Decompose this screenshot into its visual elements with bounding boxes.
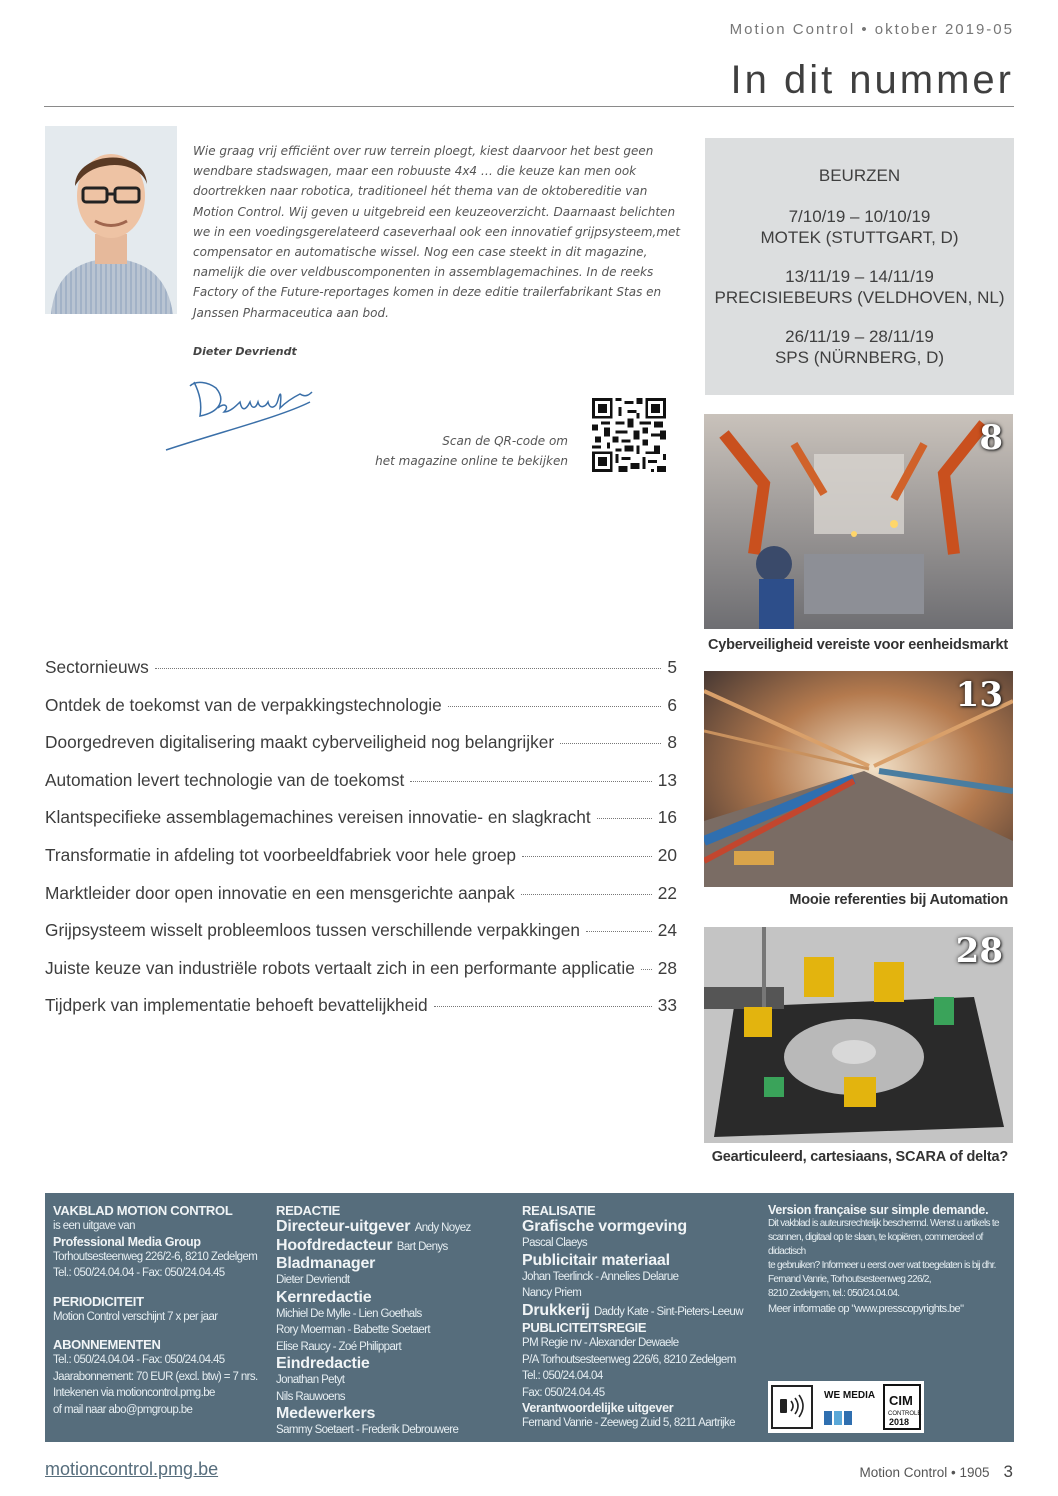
trade-fair-event — [705, 266, 1014, 308]
trade-fair-dates: 13/11/19 – 14/11/19 — [785, 267, 934, 286]
colophon-text: te gebruiken? Informeer u eerst over wat toegelaten is bij dhr. — [768, 1260, 996, 1271]
feature-caption: Gearticuleerd, cartesiaans, SCARA of delta? — [711, 1149, 1008, 1165]
colophon-publisher — [53, 1203, 268, 1418]
toc-entry[interactable] — [45, 695, 677, 733]
colophon-heading: REALISATIE — [522, 1203, 596, 1218]
colophon-text: Intekenen via motioncontrol.pmg.be — [53, 1387, 215, 1399]
colophon-role: Medewerkers — [276, 1405, 376, 1422]
colophon-text: Tel.: 050/24.04.04 — [522, 1370, 603, 1382]
colophon-text: Tel.: 050/24.04.04 - Fax: 050/24.04.45 — [53, 1267, 225, 1279]
toc-leader — [586, 931, 652, 932]
toc-entry[interactable] — [45, 883, 677, 921]
colophon-text: Tel.: 050/24.04.04 - Fax: 050/24.04.45 — [53, 1354, 225, 1366]
toc-title: Transformatie in afdeling tot voorbeeldfabriek voor hele groep — [45, 844, 517, 865]
colophon-person: Nils Rauwoens — [276, 1390, 345, 1403]
colophon-person: Dieter Devriendt — [276, 1274, 350, 1286]
toc-entry[interactable] — [45, 807, 677, 845]
toc-leader — [434, 1006, 652, 1007]
toc-page: 22 — [657, 882, 677, 903]
trade-fair-place: MOTEK (STUTTGART, D) — [760, 228, 959, 247]
colophon-role: Drukkerij — [522, 1301, 590, 1319]
toc-title: Grijpsysteem wisselt probleemloos tussen verschillende verpakkingen — [45, 920, 581, 941]
trade-fair-place: SPS (NÜRNBERG, D) — [774, 348, 945, 367]
toc-title: Juiste keuze van industriële robots vertaalt zich in een performante applicatie — [45, 957, 635, 978]
trade-fair-event — [705, 326, 1014, 368]
logo-cim: 2018 — [889, 1417, 910, 1427]
header-divider — [44, 106, 1014, 107]
website-link[interactable]: motioncontrol.pmg.be — [45, 1459, 219, 1479]
colophon-text: Professional Media Group — [53, 1234, 201, 1249]
qr-caption — [340, 431, 568, 471]
feature-page-number: 8 — [979, 418, 1003, 458]
colophon-text: PM Regie nv - Alexander Dewaele — [522, 1337, 679, 1349]
colophon-person: Johan Teerlinck - Annelies Delarue — [522, 1270, 679, 1283]
partner-logos — [768, 1381, 924, 1433]
trade-fairs-box — [705, 138, 1014, 395]
colophon-role: Kernredactie — [276, 1288, 372, 1306]
toc-title: Tijdperk van implementatie behoeft bevattelijkheid — [45, 995, 428, 1016]
colophon-role: Bladmanager — [276, 1255, 376, 1272]
toc-title: Ontdek de toekomst van de verpakkingstechnologie — [45, 694, 442, 715]
toc-page: 6 — [667, 694, 677, 715]
colophon-role: Grafische vormgeving — [522, 1218, 687, 1235]
colophon-person: Bart Denys — [396, 1240, 448, 1253]
colophon-person: Jonathan Petyt — [276, 1374, 345, 1386]
trade-fair-dates: 7/10/19 – 10/10/19 — [788, 207, 931, 226]
toc-leader — [521, 894, 652, 895]
toc-page: 33 — [657, 995, 677, 1016]
colophon-text: Fax: 050/24.04.45 — [522, 1386, 605, 1399]
colophon-role: Directeur-uitgever — [276, 1218, 411, 1235]
trade-fair-place: PRECISIEBEURS (VELDHOVEN, NL) — [714, 288, 1005, 307]
colophon-person: Pascal Claeys — [522, 1237, 588, 1249]
feature-caption: Mooie referenties bij Automation — [789, 892, 1008, 908]
toc-page: 20 — [657, 844, 677, 865]
colophon-production — [522, 1203, 757, 1432]
editorial-text: Wie graag vrij efficiënt over ruw terrein ploegt, kiest daarvoor het best geen wendbare stadswagen, maar een robuuste 4x4 … die keuze kan men ook doortrekken naar robotica, traditioneel hét thema van de oktobereditie van Motion Control. Wij geven u uitgebreid een keuzeoverzicht. Daarnaast belichten we in een voedingsgerelateerd caseverhaal ook een innovatief grijpsysteem,met compensator en automatische wissel. Nog een case steekt in dit magazine, namelijk die over veldbuscomponenten in assemblagemachines. In de reeks Factory of the Future-reportages komen in deze editie trailerfabrikant Stas en Janssen Pharmaceutica aan bod. — [193, 144, 681, 320]
colophon-person: Andy Noyez — [414, 1222, 471, 1234]
toc-page: 13 — [657, 769, 677, 790]
toc-leader — [410, 781, 651, 782]
footer-issue — [859, 1462, 1013, 1482]
table-of-contents — [45, 657, 677, 1033]
svg-text:CONTROLE: CONTROLE — [888, 1411, 922, 1417]
colophon-text: Motion Control verschijnt 7 x per jaar — [53, 1310, 218, 1323]
toc-title: Klantspecifieke assemblagemachines vereisen innovatie- en slagkracht — [45, 807, 591, 828]
colophon-text: of mail naar abo@pmgroup.be — [53, 1403, 193, 1416]
colophon-person: Rory Moerman - Babette Soetaert — [276, 1324, 430, 1336]
colophon-text: 8210 Zedelgem, tel.: 050/24.04.04. — [768, 1288, 900, 1299]
toc-entry[interactable] — [45, 657, 677, 695]
toc-leader — [448, 706, 662, 707]
colophon-text: is een uitgave van — [53, 1220, 135, 1232]
feature-caption: Cyberveiligheid vereiste voor eenheidsmarkt — [707, 637, 1008, 653]
toc-title: Automation levert technologie van de toekomst — [45, 769, 405, 790]
colophon-role: Eindredactie — [276, 1355, 370, 1372]
colophon-text: Dit vakblad is auteursrechtelijk beschermd. Wenst u artikels te — [768, 1218, 999, 1229]
colophon-text: Meer informatie op "www.presscopyrights.be" — [768, 1303, 964, 1315]
colophon-text: Torhoutsesteenweg 226/2-6, 8210 Zedelgem — [53, 1250, 258, 1263]
toc-page: 24 — [657, 920, 677, 941]
editorial-author: Dieter Devriendt — [193, 345, 297, 358]
editor-portrait — [45, 126, 177, 314]
toc-page: 28 — [657, 957, 677, 978]
feature-page-number: 28 — [955, 931, 1003, 971]
colophon-heading: PERIODICITEIT — [53, 1293, 144, 1309]
qr-code[interactable] — [592, 398, 666, 472]
colophon-text: Fernand Vanrie - Zeeweg Zuid 5, 8211 Aartrijke — [522, 1417, 735, 1429]
toc-page: 8 — [667, 732, 677, 753]
colophon-text: Fernand Vanrie, Torhoutsesteenweg 226/2, — [768, 1274, 931, 1285]
colophon-heading: Version française sur simple demande. — [768, 1203, 989, 1217]
feature-photo-tunnel[interactable] — [704, 671, 1013, 887]
colophon-text: Jaarabonnement: 70 EUR (excl. btw) = 7 nrs. — [53, 1370, 258, 1383]
svg-text:CIM: CIM — [889, 1393, 913, 1408]
toc-page: 16 — [657, 807, 677, 828]
colophon-text: P/A Torhoutsesteenweg 226/6, 8210 Zedelgem — [522, 1353, 736, 1366]
colophon-person: Elise Raucy - Zoé Philippart — [276, 1340, 402, 1353]
logo-we-media: WE MEDIA — [824, 1390, 876, 1401]
colophon-person: Sammy Soetaert - Frederik Debrouwere — [276, 1424, 459, 1436]
toc-title: Sectornieuws — [45, 657, 149, 677]
colophon — [45, 1193, 1014, 1442]
toc-entry[interactable] — [45, 732, 677, 770]
toc-leader — [641, 969, 652, 970]
toc-entry[interactable] — [45, 995, 677, 1033]
trade-fair-dates: 26/11/19 – 28/11/19 — [785, 327, 934, 346]
colophon-person: Nancy Priem — [522, 1287, 582, 1299]
feature-photo-robots[interactable] — [704, 414, 1013, 629]
toc-entry[interactable] — [45, 920, 677, 958]
colophon-person: Daddy Kate - Sint-Pieters-Leeuw — [594, 1305, 743, 1318]
colophon-heading: PUBLICITEITSREGIE — [522, 1320, 647, 1335]
colophon-heading: ABONNEMENTEN — [53, 1337, 161, 1352]
colophon-heading: Verantwoordelijke uitgever — [522, 1401, 674, 1415]
page-number: 3 — [1003, 1462, 1013, 1481]
colophon-role: Publicitair materiaal — [522, 1251, 670, 1269]
qr-caption-line-2: het magazine online te bekijken — [375, 454, 568, 468]
toc-title: Marktleider door open innovatie en een mensgerichte aanpak — [45, 882, 515, 903]
editor-signature — [160, 372, 320, 454]
colophon-text: scannen, digitaal op te slaan, te kopiëren, commercieel of didactisch — [768, 1232, 983, 1257]
toc-leader — [155, 668, 662, 669]
issue-label: Motion Control • 1905 — [859, 1465, 990, 1480]
toc-entry[interactable] — [45, 770, 677, 808]
toc-leader — [522, 856, 652, 857]
colophon-heading: VAKBLAD MOTION CONTROL — [53, 1203, 233, 1218]
page-title: In dit nummer — [730, 58, 1014, 102]
toc-leader — [597, 818, 652, 819]
colophon-copyright — [768, 1203, 1010, 1317]
colophon-role: Hoofdredacteur — [276, 1236, 393, 1254]
edition-line: Motion Control • oktober 2019-05 — [729, 21, 1014, 38]
trade-fairs-title: BEURZEN — [818, 166, 901, 185]
trade-fair-event — [705, 206, 1014, 248]
toc-entry[interactable] — [45, 845, 677, 883]
feature-page-number: 13 — [955, 675, 1003, 715]
colophon-person: Michiel De Mylle - Lien Goethals — [276, 1307, 422, 1320]
toc-leader — [560, 743, 661, 744]
toc-title: Doorgedreven digitalisering maakt cyberveiligheid nog belangrijker — [45, 732, 555, 753]
colophon-heading: REDACTIE — [276, 1203, 341, 1218]
toc-page: 5 — [667, 657, 677, 677]
feature-photo-robot-cell[interactable] — [704, 927, 1013, 1143]
colophon-editorial — [276, 1203, 511, 1439]
toc-entry[interactable] — [45, 958, 677, 996]
qr-caption-line-1: Scan de QR-code om — [442, 434, 568, 448]
